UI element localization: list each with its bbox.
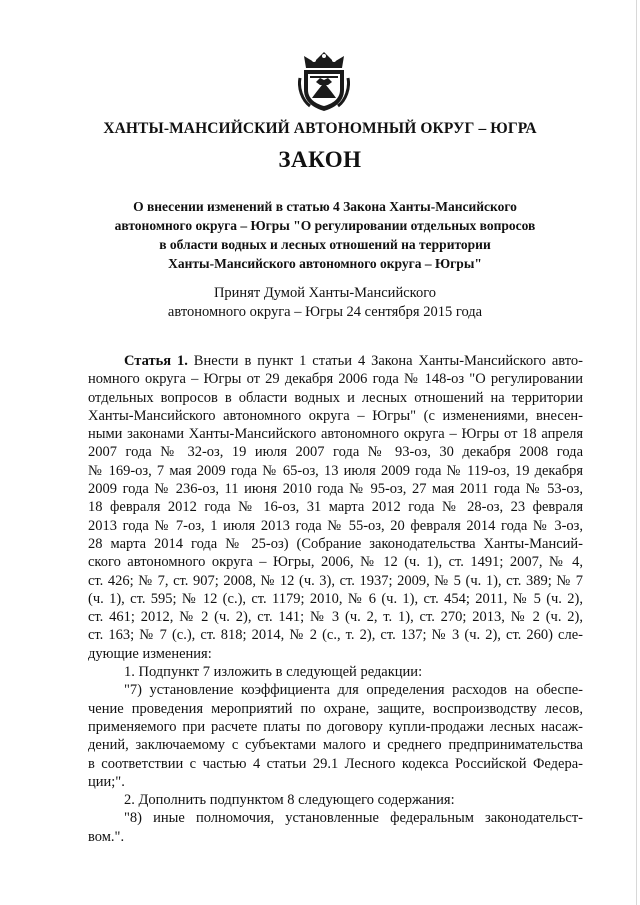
article-line: ст. 163; № 7 (с.), ст. 818; 2014, № 2 (с., т. 2), ст. 137; № 3 (ч. 2), ст. 260) сле-	[88, 627, 583, 644]
article-text: Внести в пункт 1 статьи 4 Закона Ханты-Мансийского авто-	[187, 353, 583, 369]
law-title-line: автономного округа – Югры "О регулировании отдельных вопросов	[114, 218, 536, 233]
article-line: (ч. 1), ст. 595; № 12 (с.), ст. 1179; 2010, № 6 (ч. 1), ст. 454; 2011, № 5 (ч. 2),	[88, 590, 583, 607]
article-line: отдельных вопросов в области водных и лесных отношений на территории	[88, 389, 583, 406]
article-line: номного округа – Югры от 29 декабря 2006 года № 148-оз "О регулировании	[88, 371, 583, 388]
article-line: Ханты-Мансийского автономного округа – Югры" (с изменениями, внесен-	[88, 407, 583, 424]
item-1-quote-line: в соответствии с частью 4 статьи 29.1 Лесного кодекса Российской Федера-	[88, 755, 583, 772]
article-first-line	[88, 352, 583, 370]
adoption-note	[80, 284, 570, 322]
item-1-quote-line: дений, заключаемому с субъектами малого и среднего предпринимательства	[88, 737, 583, 754]
adoption-line: Принят Думой Ханты-Мансийского	[213, 285, 437, 301]
item-2-quote-line: "8) иные полномочия, установленные федеральным законодательст-	[124, 810, 583, 827]
item-1-quote-line: "7) установление коэффициента для определения расходов на обеспе-	[124, 682, 583, 699]
item-2-quote-line: вом.".	[88, 828, 125, 845]
article-line: 28 марта 2014 года № 25-оз) (Собрание законодательства Ханты-Мансий-	[88, 535, 583, 552]
article-line: 2007 года № 32-оз, 19 июля 2007 года № 93-оз, 30 декабря 2008 года	[88, 444, 583, 461]
law-title-line: в области водных и лесных отношений на территории	[159, 237, 491, 252]
region-heading: ХАНТЫ-МАНСИЙСКИЙ АВТОНОМНЫЙ ОКРУГ – ЮГРА	[103, 120, 537, 137]
item-1-quote-line: применяемого при расчете платы по договору купли-продажи лесных насаж-	[88, 718, 583, 735]
article-label: Статья 1.	[124, 353, 188, 369]
article-line: ными законами Ханты-Мансийского автономного округа – Югры от 18 апреля	[88, 426, 583, 443]
document-type-heading: ЗАКОН	[278, 147, 362, 172]
article-line: 18 февраля 2012 года № 16-оз, 31 марта 2012 года № 28-оз, 23 февраля	[88, 499, 583, 516]
article-line: дующие изменения:	[88, 645, 212, 662]
adoption-line: автономного округа – Югры 24 сентября 2015 года	[167, 304, 483, 320]
law-title	[80, 197, 570, 273]
article-line: № 169-оз, 7 мая 2009 года № 65-оз, 13 июля 2009 года № 119-оз, 19 декабря	[88, 462, 583, 479]
article-line: 2009 года № 236-оз, 11 июня 2010 года № 95-оз, 27 мая 2011 года № 53-оз,	[88, 481, 583, 498]
law-body	[88, 352, 583, 846]
law-title-line: Ханты-Мансийского автономного округа – Югры"	[168, 256, 482, 271]
article-line: ст. 426; № 7, ст. 907; 2008, № 12 (ч. 3), ст. 1937; 2009, № 5 (ч. 1), ст. 389; № 7	[88, 572, 583, 589]
article-line: 2013 года № 7-оз, 1 июля 2013 года № 55-оз, 20 февраля 2014 года № 3-оз,	[88, 517, 583, 534]
article-line: ст. 461; 2012, № 2 (ч. 2), ст. 141; № 3 (ч. 2, т. 1), ст. 270; 2013, № 2 (ч. 2),	[88, 609, 583, 626]
article-line: ского автономного округа – Югры, 2006, № 12 (ч. 1), ст. 1491; 2007, № 4,	[88, 554, 583, 571]
item-1-quote-line: ции;".	[88, 773, 125, 790]
coat-of-arms-icon	[298, 48, 350, 112]
item-2-heading: 2. Дополнить подпунктом 8 следующего содержания:	[124, 792, 455, 809]
law-title-line: О внесении изменений в статью 4 Закона Ханты-Мансийского	[133, 199, 517, 214]
item-1-quote-line: чение проведения мероприятий по охране, защите, воспроизводству лесов,	[88, 700, 583, 717]
item-1-heading: 1. Подпункт 7 изложить в следующей редакции:	[124, 664, 423, 681]
